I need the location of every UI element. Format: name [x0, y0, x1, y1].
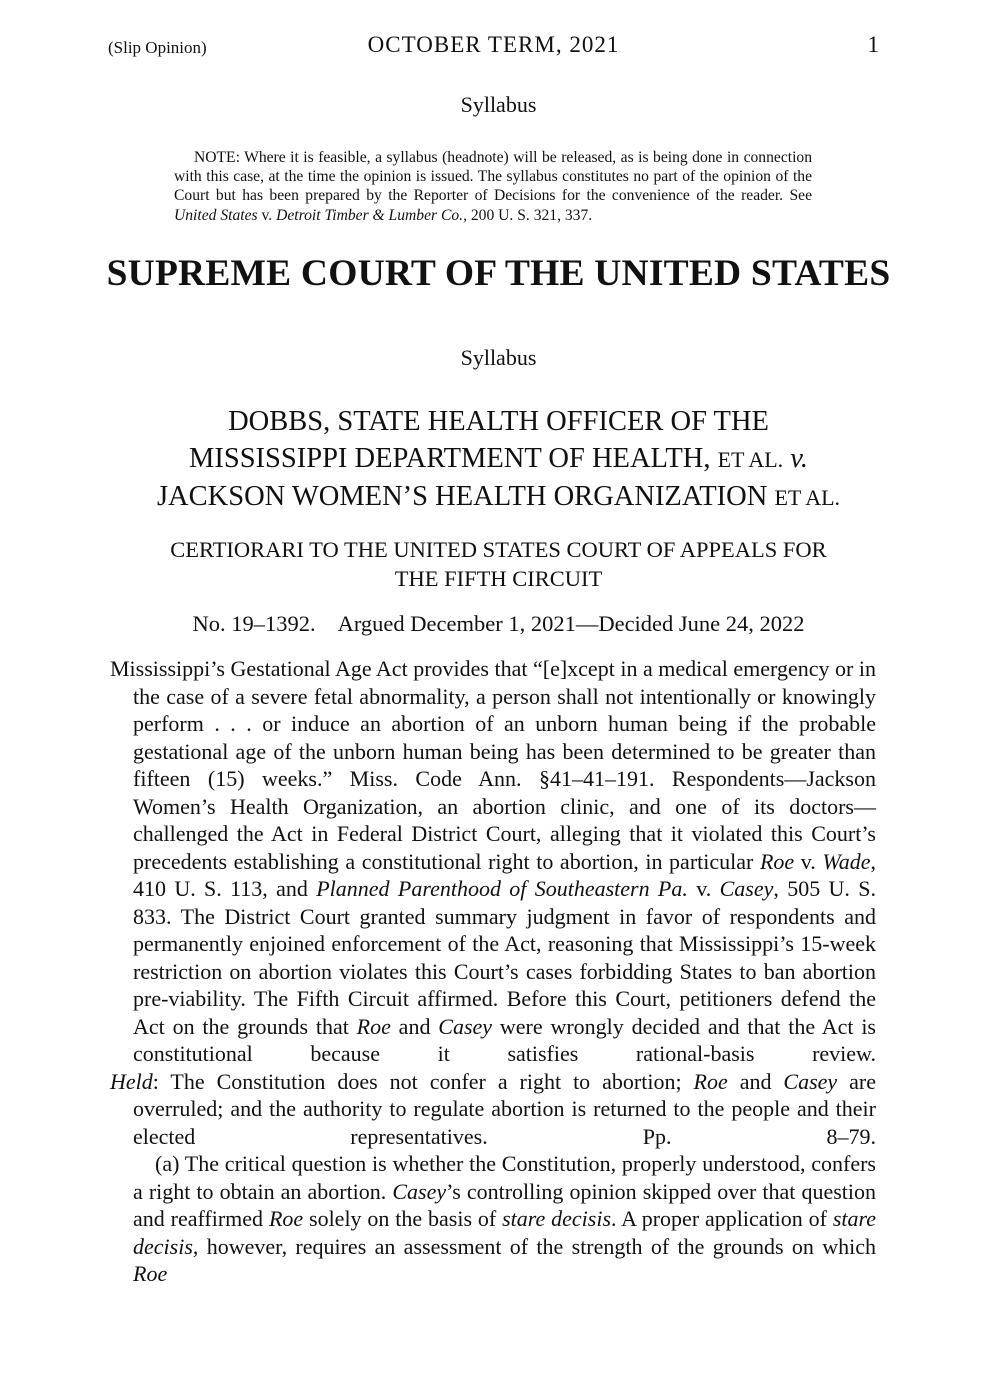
docket-number: No. 19–1392.: [192, 611, 316, 636]
caption-line-2: [0, 440, 997, 478]
case-casey: Casey: [783, 1068, 838, 1094]
case-caption: [0, 403, 997, 516]
paragraph-a: [110, 1150, 876, 1288]
court-name: SUPREME COURT OF THE UNITED STATES: [106, 253, 891, 294]
term-stare-decisis: stare decisis: [133, 1206, 876, 1259]
caption-versus: v.: [783, 443, 808, 474]
para-a-text-4: . A proper application of: [611, 1206, 833, 1231]
case-roe: Roe: [759, 848, 795, 874]
certiorari-line-2: THE FIFTH CIRCUIT: [394, 566, 603, 591]
held-text-1: : The Constitution does not confer a right to abortion;: [152, 1068, 694, 1094]
certiorari-heading: [0, 535, 997, 593]
facts-text-4: v.: [687, 876, 720, 901]
syllabus-heading: Syllabus: [460, 345, 537, 370]
para-a-text-5: , however, requires an assessment of the strength of the grounds on which: [192, 1233, 876, 1259]
case-casey: Casey: [438, 1013, 493, 1039]
facts-text-5: , 505 U. S. 833. The District Court granted summary judgment in favor of respondents and permanently enjoined enforcement of the Act, reasoning that Mississippi’s 15-week restriction on abortion violates this Court’s cases forbidding States to ban abortion pre-viability. The Fifth Circuit affirmed. Before this Court, petitioners defend the Act on the grounds that: [133, 876, 876, 1039]
page-number: 1: [867, 32, 879, 57]
caption-et-al-1: ET AL.: [717, 447, 784, 472]
caption-et-al-2: ET AL.: [774, 485, 841, 510]
slip-opinion-label: (Slip Opinion): [108, 38, 207, 57]
facts-text-7: were wrongly decided and that the Act is constitutional because it satisfies rational-basis review.: [133, 1013, 876, 1066]
note-citation: 200 U. S. 321, 337.: [466, 206, 593, 224]
caption-line-3: [0, 478, 997, 516]
held-paragraph: [110, 1068, 876, 1151]
case-casey: Casey: [719, 876, 774, 901]
term-label: OCTOBER TERM, 2021: [367, 32, 620, 57]
case-roe: Roe: [133, 1261, 168, 1286]
facts-text-3: , 410 U. S. 113, and: [133, 848, 876, 901]
term-stare-decisis: stare decisis: [502, 1206, 612, 1231]
held-text-3: are overruled; and the authority to regulate abortion is returned to the people and their elected representatives. Pp. 8–79.: [133, 1068, 876, 1149]
case-casey: Casey: [392, 1178, 447, 1204]
certiorari-line-1: CERTIORARI TO THE UNITED STATES COURT OF APPEALS FOR: [170, 537, 827, 562]
para-a-text-1: (a) The critical question is whether the Constitution, properly understood, confers a right to obtain an abortion.: [133, 1151, 876, 1204]
syllabus-heading-top: Syllabus: [460, 92, 537, 117]
caption-line-1: DOBBS, STATE HEALTH OFFICER OF THE: [228, 406, 769, 437]
caption-line-3-main: JACKSON WOMEN’S HEALTH ORGANIZATION: [156, 481, 775, 512]
reporter-note: [174, 148, 812, 225]
note-case-detroit-timber: Detroit Timber & Lumber Co.,: [276, 206, 467, 224]
argued-decided-dates: Argued December 1, 2021—Decided June 24, 2022: [337, 611, 805, 636]
case-roe: Roe: [693, 1068, 728, 1094]
caption-line-2-main: MISSISSIPPI DEPARTMENT OF HEALTH,: [189, 443, 718, 474]
facts-text-6: and: [390, 1013, 439, 1039]
held-label: Held: [110, 1068, 153, 1094]
held-text-2: and: [727, 1068, 784, 1094]
case-roe: Roe: [356, 1013, 391, 1039]
facts-text-2: v.: [794, 848, 823, 874]
facts-text-1: Mississippi’s Gestational Age Act provides that “[e]xcept in a medical emergency or in the case of a severe fetal abnormality, a person shall not intentionally or knowingly perform . . . or induce an abortion of an unborn human being if the probable gestational age of the unborn human being has been determined to be greater than fifteen (15) weeks.” Miss. Code Ann. §41–41–191. Respondents—Jackson Women’s Health Organization, an abortion clinic, and one of its doctors—challenged the Act in Federal District Court, alleging that it violated this Court’s precedents establishing a constitutional right to abortion, in particular: [110, 656, 876, 874]
case-planned-parenthood: Planned Parenthood of Southeastern Pa.: [316, 876, 688, 901]
facts-paragraph: [110, 655, 876, 1068]
note-lead: NOTE: Where it is feasible, a syllabus (headnote) will be released, as is being done in connection with this case, at the time the opinion is issued. The syllabus constitutes no part of the opinion of the Court but has been prepared by the Reporter of Decisions for the convenience of the reader. See: [174, 149, 812, 205]
case-wade: Wade: [822, 848, 871, 874]
syllabus-body: [110, 655, 876, 1288]
case-roe: Roe: [268, 1206, 304, 1231]
running-head: [108, 32, 879, 62]
para-a-text-2: ’s controlling opinion skipped over that question and reaffirmed: [133, 1178, 876, 1231]
para-a-text-3: solely on the basis of: [303, 1206, 503, 1231]
note-v: v.: [257, 206, 277, 224]
docket-line: [0, 611, 997, 637]
note-case-united-states: United States: [174, 206, 258, 224]
